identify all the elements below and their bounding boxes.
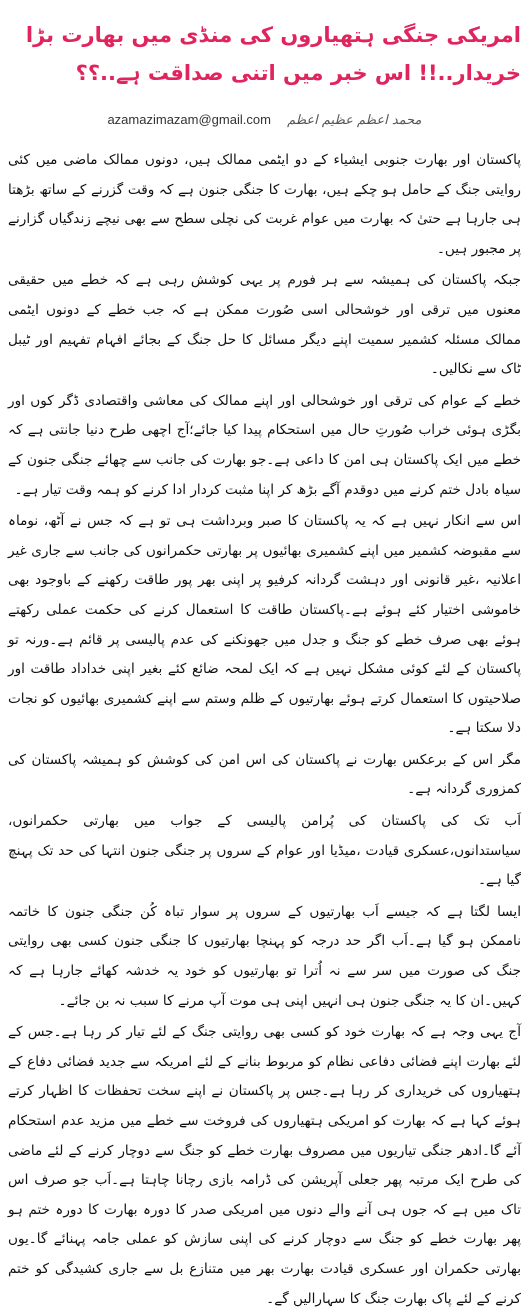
article-paragraph-5: مگر اس کے برعکس بھارت نے پاکستان کی اس امن کی کوشش کو ہمیشہ پاکستان کی کمزوری گردانہ ہے۔	[8, 751, 521, 798]
article-paragraph-2: جبکہ پاکستان کی ہمیشہ سے ہر فورم پر یہی کوشش رہی ہے کہ خطے میں حقیقی معنوں میں ترقی اور خوشحالی اسی صُورت ممکن ہے کہ جب خطے کے دونوں ایٹمی ممالک مسئلہ کشمیر سمیت اپنے دیگر مسائل کا حل جنگ کے بجائے افہام تفہیم اور ٹیبل ٹاک سے نکالیں۔	[8, 272, 521, 378]
byline	[8, 110, 521, 130]
article-paragraph-1: پاکستان اور بھارت جنوبی ایشیاء کے دو ایٹمی ممالک ہیں، دونوں ممالک ماضی میں کئی روایتی جنگ کے حامل ہو چکے ہیں، بھارت کا جنگی جنون ہے کہ وقت گزرنے کے ساتھ بڑھتا ہی جارہا ہے حتیٰ کہ بھارت میں عوام غربت کی نچلی سطح سے بھی نیچے زندگیاں گزارنے پر مجبور ہیں۔	[8, 152, 521, 257]
author-name: محمد اعظم عظیم اعظم	[287, 113, 422, 128]
article-paragraph-7: ایسا لگتا ہے کہ جیسے اَب بھارتیوں کے سروں پر سوار تباہ کُن جنگی جنون کا خاتمہ ناممکن ہو گیا ہے۔اَب اگر حد درجہ کو پہنچا بھارتیوں کا جنگی جنون کسی بھی روایتی جنگ کی صورت میں سر سے نہ اُترا تو بھارتیوں کو خود یہ خدشہ کھائے جارہا ہے کہ کہیں۔ان کا یہ جنگی جنون ہی انہیں اپنی ہی موت آپ مرنے کا سبب نہ بن جائے۔	[8, 903, 521, 1009]
article-paragraph-8: آج یہی وجہ ہے کہ بھارت خود کو کسی بھی روایتی جنگ کے لئے تیار کر رہا ہے۔جس کے لئے بھارت اپنے فضائی دفاعی نظام کو مربوط بنانے کے لئے امریکہ سے جدید فضائی دفاع کے ہتھیاروں کی خریداری کر رہا ہے۔جس پر پاکستان نے اپنے سخت تحفظات کا اظہار کرتے ہوئے کہا ہے کہ بھارت کو امریکی ہتھیاروں کی فروخت سے خطے میں مزید عدم استحکام آئے گا۔ادھر جنگی تیاریوں میں مصروف بھارت خطے کو جنگ سے دوچار کرنے کے لئے ماضی کی طرح ایک مرتبہ پھر جعلی آپریشن کی ڈرامہ بازی رچانا چاہتا ہے۔اَب جو صرف اس تاک میں ہے کہ جوں ہی آنے والے دنوں میں امریکی صدر کا دورہ بھارت کا دورہ ختم ہو پھر بھارت خطے کو جنگ سے دوچار کرنے کی اپنی سازش کو عملی جامہ پہنائے گا۔یوں بھارتی حکمران اور عسکری قیادت بھارت بھر میں متنازع بل سے جاری کشیدگی کو ختم کرنے کے لئے پاک بھارت جنگ کا سہارالیں گے۔	[8, 1024, 521, 1307]
article-title: امریکی جنگی ہتھیاروں کی منڈی میں بھارت بڑا خریدار..!! اس خبر میں اتنی صداقت ہے..؟؟	[25, 23, 521, 85]
author-email[interactable]: azamazimazam@gmail.com	[107, 112, 271, 127]
article-paragraph-3: خطے کے عوام کی ترقی اور خوشحالی اور اپنے ممالک کی معاشی واقتصادی ڈگر کوں اور بگڑی ہوئی خراب صُورتِ حال میں استحکام پیدا کیا جائے؛آج اچھی طرح دنیا جانتی ہے کہ خطے میں ایک پاکستان ہی امن کا داعی ہے۔جو بھارت کی جانب سے چھائے جنگی جنون کے سیاہ بادل ختم کرنے میں دوقدم آگے بڑھ کر اپنا مثبت کردار ادا کرنے کو ہمہ وقت تیار ہے۔	[8, 392, 521, 498]
article-paragraph-6: اَب تک کی پاکستان کی پُرامن پالیسی کے جواب میں بھارتی حکمرانوں، سیاستدانوں،عسکری قیادت ،میڈیا اور عوام کے سروں پر جنگی جنون انتہا کی حد تک پہنچ گیا ہے۔	[8, 813, 521, 889]
article-paragraph-4: اس سے انکار نہیں ہے کہ یہ پاکستان کا صبر وبرداشت ہی تو ہے کہ جس نے آٹھ، نوماہ سے مقبوضہ کشمیر میں اپنے کشمیری بھائیوں پر بھارتی حکمرانوں کی جانب سے جاری غیر اعلانیہ ،غیر قانونی اور دہشت گردانہ کرفیو پر اپنی بھر پور طاقت رکھنے کے باوجود بھی خاموشی اختیار کئے ہوئے ہے۔پاکستان طاقت کا استعمال کرنے کی حکمت عملی رکھتے ہوئے بھی صرف خطے کو جنگ و جدل میں جھونکنے کی عدم پالیسی پر قائم ہے۔ورنہ تو پاکستان کے لئے کوئی مشکل نہیں ہے کہ ایک لمحہ ضائع کئے بغیر اپنی خداداد طاقت اور صلاحیتوں کا استعمال کرتے ہوئے بھارتیوں کے ظلم وستم سے اپنے کشمیری بھائیوں کو نجات دلا سکتا ہے۔	[8, 513, 521, 737]
